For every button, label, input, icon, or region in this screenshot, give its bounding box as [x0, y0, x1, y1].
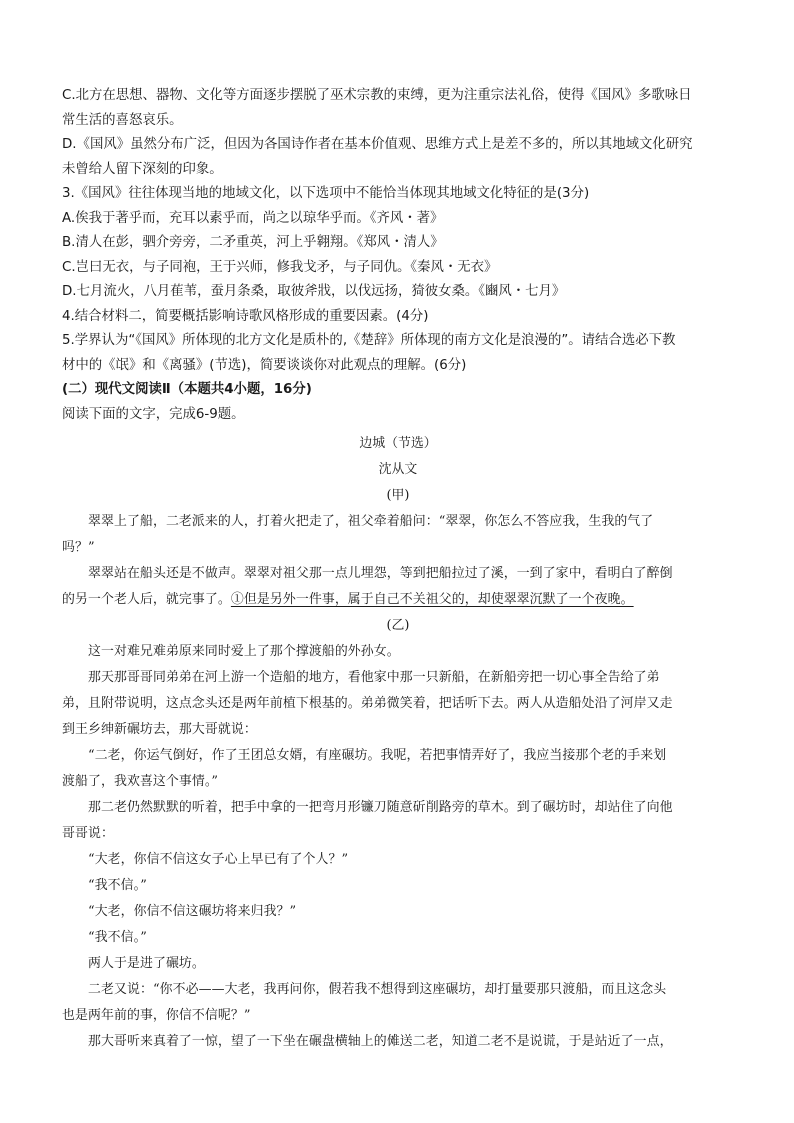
question-3-option-a: A.俟我于著乎而，充耳以素乎而，尚之以琼华乎而。《齐风・著》: [62, 210, 444, 226]
question-4: 4.结合材料二，简要概括影响诗歌风格形成的重要因素。(4分): [62, 308, 429, 324]
question-3-stem: 3.《国风》往往体现当地的地域文化，以下选项中不能恰当体现其地域文化特征的是(3分): [62, 186, 590, 201]
story-paragraph-6-line2: 哥哥说：: [62, 826, 114, 841]
option-d-line2: 未曾给人留下深刻的印象。: [62, 161, 223, 177]
story-paragraph-9-line1: 那大哥听来真着了一惊，望了一下坐在碾盘横轴上的傩送二老，知道二老不是说谎，于是站近了一点，: [88, 1034, 673, 1049]
story-author: 沈从文: [378, 462, 418, 477]
story-dialogue-3: “大老，你信不信这碾坊将来归我？”: [88, 904, 297, 919]
story-part-2-label: (乙): [386, 618, 410, 633]
section-2-instruction: 阅读下面的文字，完成6-9题。: [62, 406, 245, 422]
document-page: [62, 84, 734, 1055]
question-5-line1: 5.学界认为“《国风》所体现的北方文化是质朴的,《楚辞》所体现的南方文化是浪漫的”。请结合选必下教: [62, 333, 676, 348]
story-paragraph-8-line1: 二老又说：“你不必——大老，我再问你，假若我不想得到这座碾坊，却打量要那只渡船，而且这念头: [88, 982, 667, 997]
story-paragraph-1-line1: 翠翠上了船，二老派来的人，打着火把走了，祖父牵着船问：“翠翠，你怎么不答应我，生我的气了: [88, 514, 654, 529]
story-paragraph-3: 这一对难兄难弟原来同时爱上了那个撑渡船的外孙女。: [88, 644, 400, 659]
story-paragraph-5-line1: “二老，你运气倒好，作了王团总女婿，有座碾坊。我呢，若把事情弄好了，我应当接那个老的手来划: [88, 748, 667, 763]
story-paragraph-2-plain-text: 的另一个老人后，就完事了。: [62, 592, 231, 607]
story-paragraph-7: 两人于是进了碾坊。: [88, 956, 205, 971]
story-dialogue-1: “大老，你信不信这女子心上早已有了个人？”: [88, 852, 349, 867]
story-paragraph-4-line3: 到王乡绅新碾坊去，那大哥就说：: [62, 722, 257, 737]
story-dialogue-4: “我不信。”: [88, 930, 147, 945]
option-c-line2: 常生活的喜怒哀乐。: [62, 112, 183, 128]
story-paragraph-1-line2: 吗？”: [62, 540, 95, 555]
story-paragraph-4-line1: 那天那哥哥同弟弟在河上游一个造船的地方，看他家中那一只新船，在新船旁把一切心事全告给了弟: [88, 670, 660, 685]
question-3-option-c: C.岂曰无衣，与子同袍，王于兴师，修我戈矛，与子同仇。《秦风・无衣》: [62, 259, 498, 275]
story-paragraph-4-line2: 弟，且附带说明，这点念头还是两年前植下根基的。弟弟微笑着，把话听下去。两人从造船处沿了河岸又走: [62, 696, 673, 711]
story-dialogue-2: “我不信。”: [88, 878, 147, 893]
story-title: 边城（节选）: [359, 436, 437, 451]
option-d-line1: D.《国风》虽然分布广泛，但因为各国诗作者在基本价值观、思维方式上是差不多的，所以其地域文化研究: [62, 137, 693, 152]
question-3-option-d: D.七月流火，八月萑苇，蚕月条桑，取彼斧戕，以伐远扬，猗彼女桑。《豳风・七月》: [62, 284, 566, 299]
story-part-1-label: (甲): [386, 488, 410, 503]
story-paragraph-8-line2: 也是两年前的事，你信不信呢？”: [62, 1008, 251, 1023]
story-paragraph-6-line1: 那二老仍然默默的听着，把手中拿的一把弯月形镰刀随意斫削路旁的草木。到了碾坊时，却站住了向他: [88, 800, 673, 815]
story-paragraph-2-line1: 翠翠站在船头还是不做声。翠翠对祖父那一点儿埋怨，等到把船拉过了溪，一到了家中，看明白了醉倒: [88, 566, 673, 581]
question-3-option-b: B.清人在彭，驷介旁旁，二矛重英，河上乎翱翔。《郑风・清人》: [62, 235, 444, 250]
underlined-sentence-1: ①但是另外一件事，属于自己不关祖父的，却使翠翠沉默了一个夜晚。: [230, 592, 634, 607]
section-2-title: (二）现代文阅读Ⅱ（本题共4小题，16分): [62, 382, 312, 397]
question-5-line2: 材中的《氓》和《离骚》(节选)，简要谈谈你对此观点的理解。(6分): [62, 357, 467, 373]
story-paragraph-2-line2: [62, 587, 734, 613]
story-paragraph-5-line2: 渡船了，我欢喜这个事情。”: [62, 774, 219, 789]
option-c-line1: C.北方在思想、器物、文化等方面逐步摆脱了巫术宗教的束缚，更为注重宗法礼俗，使得《国风》多歌咏日: [62, 88, 692, 103]
